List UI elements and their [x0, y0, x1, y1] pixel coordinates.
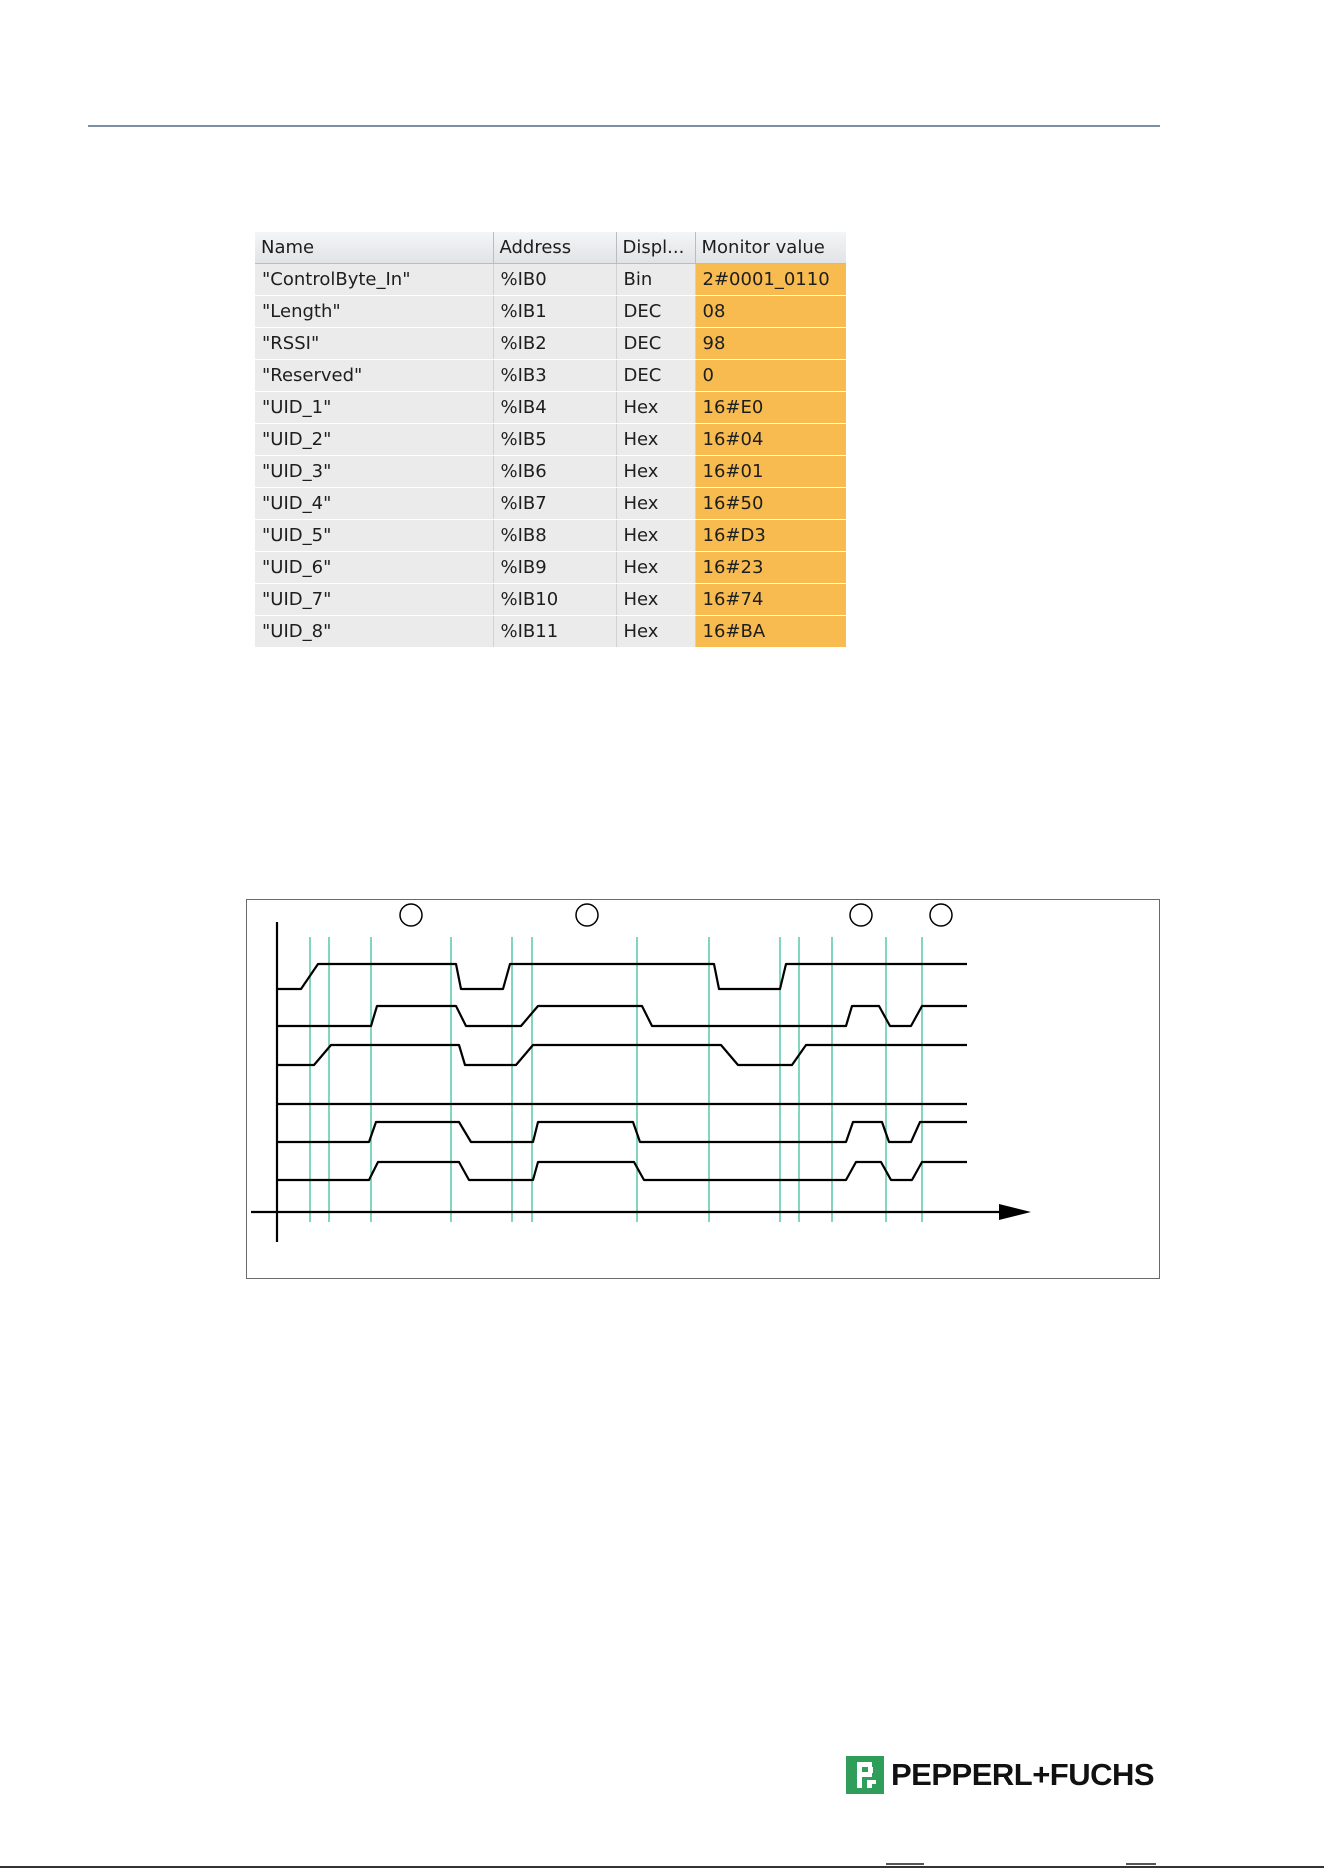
table-row[interactable]	[255, 296, 846, 328]
logo-mark-icon	[846, 1756, 884, 1794]
cell-address: %IB7	[493, 488, 616, 520]
table-row[interactable]	[255, 488, 846, 520]
footer-tick	[886, 1863, 924, 1865]
cell-display: DEC	[616, 328, 695, 360]
callout-circles	[400, 904, 952, 926]
timing-diagram-canvas	[247, 900, 1159, 1278]
cell-display: Hex	[616, 456, 695, 488]
brand-name: PEPPERL+FUCHS	[891, 1757, 1155, 1792]
callout-circle	[400, 904, 422, 926]
signal-trace-6	[277, 1162, 967, 1180]
cell-monitor-value: 16#D3	[695, 520, 846, 552]
cell-address: %IB1	[493, 296, 616, 328]
signal-traces	[277, 964, 967, 1180]
cell-name: "ControlByte_In"	[255, 264, 493, 296]
timing-diagram	[246, 899, 1160, 1279]
cell-display: Hex	[616, 488, 695, 520]
cell-monitor-value: 16#BA	[695, 616, 846, 648]
logo-glyph	[846, 1756, 884, 1794]
monitor-table	[255, 232, 846, 648]
cell-address: %IB5	[493, 424, 616, 456]
cell-address: %IB2	[493, 328, 616, 360]
table-row[interactable]	[255, 520, 846, 552]
table-row[interactable]	[255, 552, 846, 584]
cell-name: "UID_5"	[255, 520, 493, 552]
signal-trace-2	[277, 1006, 967, 1026]
cell-name: "UID_3"	[255, 456, 493, 488]
cell-monitor-value: 0	[695, 360, 846, 392]
cell-address: %IB3	[493, 360, 616, 392]
cell-name: "UID_8"	[255, 616, 493, 648]
table-row[interactable]	[255, 616, 846, 648]
cell-monitor-value: 16#01	[695, 456, 846, 488]
table-row[interactable]	[255, 328, 846, 360]
footer-rule	[0, 1866, 1324, 1868]
table-row[interactable]	[255, 456, 846, 488]
cell-display: Hex	[616, 424, 695, 456]
cell-name: "UID_2"	[255, 424, 493, 456]
table-row[interactable]	[255, 584, 846, 616]
callout-circle	[576, 904, 598, 926]
time-axis	[251, 922, 999, 1242]
cell-monitor-value: 16#E0	[695, 392, 846, 424]
cell-display: Hex	[616, 552, 695, 584]
cell-name: "RSSI"	[255, 328, 493, 360]
column-header-address[interactable]: Address	[493, 232, 616, 264]
cell-address: %IB4	[493, 392, 616, 424]
cell-display: Hex	[616, 392, 695, 424]
time-axis-arrowhead	[999, 1204, 1031, 1220]
column-header-display[interactable]: Displ...	[616, 232, 695, 264]
cell-name: "UID_6"	[255, 552, 493, 584]
cell-name: "UID_4"	[255, 488, 493, 520]
cell-address: %IB0	[493, 264, 616, 296]
column-header-name[interactable]: Name	[255, 232, 493, 264]
cell-name: "Reserved"	[255, 360, 493, 392]
cell-address: %IB8	[493, 520, 616, 552]
signal-trace-3	[277, 1045, 967, 1065]
brand-logo	[846, 1756, 1161, 1794]
cell-monitor-value: 16#04	[695, 424, 846, 456]
table-row[interactable]	[255, 360, 846, 392]
cell-display: DEC	[616, 296, 695, 328]
cell-monitor-value: 16#50	[695, 488, 846, 520]
cell-monitor-value: 08	[695, 296, 846, 328]
cell-name: "UID_1"	[255, 392, 493, 424]
cell-address: %IB6	[493, 456, 616, 488]
cell-display: Hex	[616, 584, 695, 616]
column-header-monitor-value[interactable]: Monitor value	[695, 232, 846, 264]
footer-tick	[1126, 1863, 1156, 1865]
cell-monitor-value: 16#74	[695, 584, 846, 616]
cell-address: %IB9	[493, 552, 616, 584]
table-row[interactable]	[255, 264, 846, 296]
signal-trace-5	[277, 1122, 967, 1142]
cell-display: DEC	[616, 360, 695, 392]
callout-circle	[930, 904, 952, 926]
cell-display: Bin	[616, 264, 695, 296]
cell-name: "Length"	[255, 296, 493, 328]
cell-address: %IB10	[493, 584, 616, 616]
table-header-row	[255, 232, 846, 264]
cell-monitor-value: 98	[695, 328, 846, 360]
cell-name: "UID_7"	[255, 584, 493, 616]
signal-trace-1	[277, 964, 967, 989]
table-row[interactable]	[255, 424, 846, 456]
cell-display: Hex	[616, 520, 695, 552]
table-row[interactable]	[255, 392, 846, 424]
cell-display: Hex	[616, 616, 695, 648]
cell-monitor-value: 2#0001_0110	[695, 264, 846, 296]
cell-monitor-value: 16#23	[695, 552, 846, 584]
header-rule	[88, 125, 1160, 127]
cell-address: %IB11	[493, 616, 616, 648]
callout-circle	[850, 904, 872, 926]
